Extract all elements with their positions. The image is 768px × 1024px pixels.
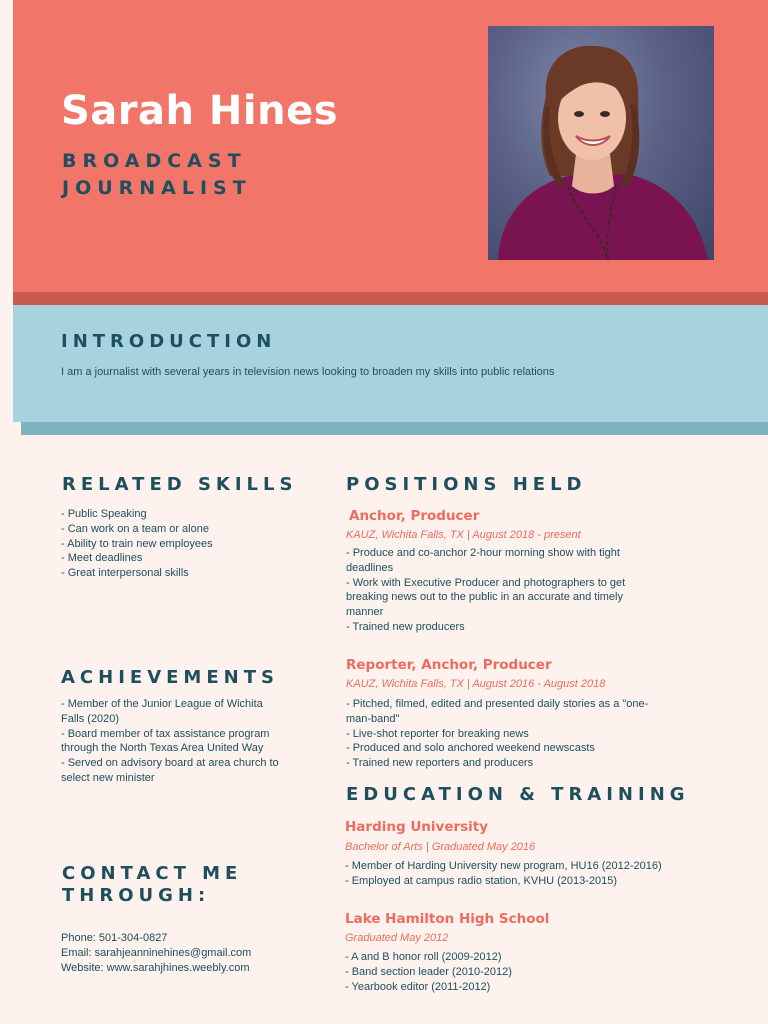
job-title-line-2: JOURNALIST xyxy=(62,177,252,199)
contact-website[interactable]: Website: www.sarahjhines.weebly.com xyxy=(61,962,250,974)
resume-name: Sarah Hines xyxy=(61,88,339,134)
contact-heading-line-2: THROUGH: xyxy=(62,885,211,906)
achievements-list xyxy=(61,697,279,786)
school-1-meta: Bachelor of Arts | Graduated May 2016 xyxy=(345,841,536,853)
profile-photo xyxy=(488,26,714,260)
positions-heading: POSITIONS HELD xyxy=(346,474,587,495)
list-item: - Member of the Junior League of Wichita xyxy=(61,698,263,710)
skills-list xyxy=(61,507,213,581)
contact-phone: Phone: 501-304-0827 xyxy=(61,932,168,944)
job-1-title: Anchor, Producer xyxy=(349,508,480,524)
list-item: - Produce and co-anchor 2-hour morning show with tight xyxy=(346,547,620,559)
job-1-meta: KAUZ, Wichita Falls, TX | August 2018 - present xyxy=(346,529,581,541)
list-item: select new minister xyxy=(61,771,155,784)
school-2-meta: Graduated May 2012 xyxy=(345,932,449,944)
list-item: - Produced and solo anchored weekend newscasts xyxy=(346,742,595,755)
list-item: - Served on advisory board at area church to xyxy=(61,757,279,770)
list-item: - Public Speaking xyxy=(61,508,147,520)
list-item: - Board member of tax assistance program xyxy=(61,727,270,740)
achievements-heading: ACHIEVEMENTS xyxy=(61,667,279,688)
list-item: - Pitched, filmed, edited and presented daily stories as a "one- xyxy=(346,698,649,710)
list-item: - Meet deadlines xyxy=(61,552,143,565)
job-title-line-1: BROADCAST xyxy=(62,150,247,172)
contact-heading-line-1: CONTACT ME xyxy=(62,863,243,884)
job-2-title: Reporter, Anchor, Producer xyxy=(346,657,552,673)
list-item: - Live-shot reporter for breaking news xyxy=(346,727,529,740)
school-1-details xyxy=(345,859,662,889)
list-item: - Trained new producers xyxy=(346,620,465,633)
introduction-text: I am a journalist with several years in television news looking to broaden my skills into public relations xyxy=(61,366,555,378)
list-item: - Can work on a team or alone xyxy=(61,522,209,535)
introduction-heading: INTRODUCTION xyxy=(61,331,277,352)
introduction-band xyxy=(13,305,768,422)
list-item: - A and B honor roll (2009-2012) xyxy=(345,951,502,963)
list-item: - Band section leader (2010-2012) xyxy=(345,965,512,978)
list-item: manner xyxy=(346,606,384,619)
school-2-details xyxy=(345,950,512,994)
list-item: - Great interpersonal skills xyxy=(61,567,189,580)
list-item: breaking news out to the public in an accurate and timely xyxy=(346,591,623,604)
job-1-duties xyxy=(346,546,625,635)
contact-email[interactable]: Email: sarahjeanninehines@gmail.com xyxy=(61,947,252,959)
list-item: Falls (2020) xyxy=(61,712,120,725)
job-2-duties xyxy=(346,697,648,771)
job-2-meta: KAUZ, Wichita Falls, TX | August 2016 - August 2018 xyxy=(346,678,606,690)
list-item: deadlines xyxy=(346,561,394,574)
list-item: man-band" xyxy=(346,712,400,725)
header-band-shadow xyxy=(13,292,768,305)
list-item: through the North Texas Area United Way xyxy=(61,742,264,755)
school-1-name: Harding University xyxy=(345,819,489,835)
list-item: - Yearbook editor (2011-2012) xyxy=(345,980,491,993)
list-item: - Member of Harding University new program, HU16 (2012-2016) xyxy=(345,860,662,872)
education-heading: EDUCATION & TRAINING xyxy=(346,784,690,805)
school-2-name: Lake Hamilton High School xyxy=(345,911,550,927)
list-item: - Work with Executive Producer and photographers to get xyxy=(346,576,626,589)
skills-heading: RELATED SKILLS xyxy=(62,474,298,495)
contact-list xyxy=(61,931,251,976)
list-item: - Ability to train new employees xyxy=(61,537,213,550)
list-item: - Employed at campus radio station, KVHU (2013-2015) xyxy=(345,874,618,887)
introduction-band-shadow xyxy=(21,422,768,435)
list-item: - Trained new reporters and producers xyxy=(346,757,534,770)
